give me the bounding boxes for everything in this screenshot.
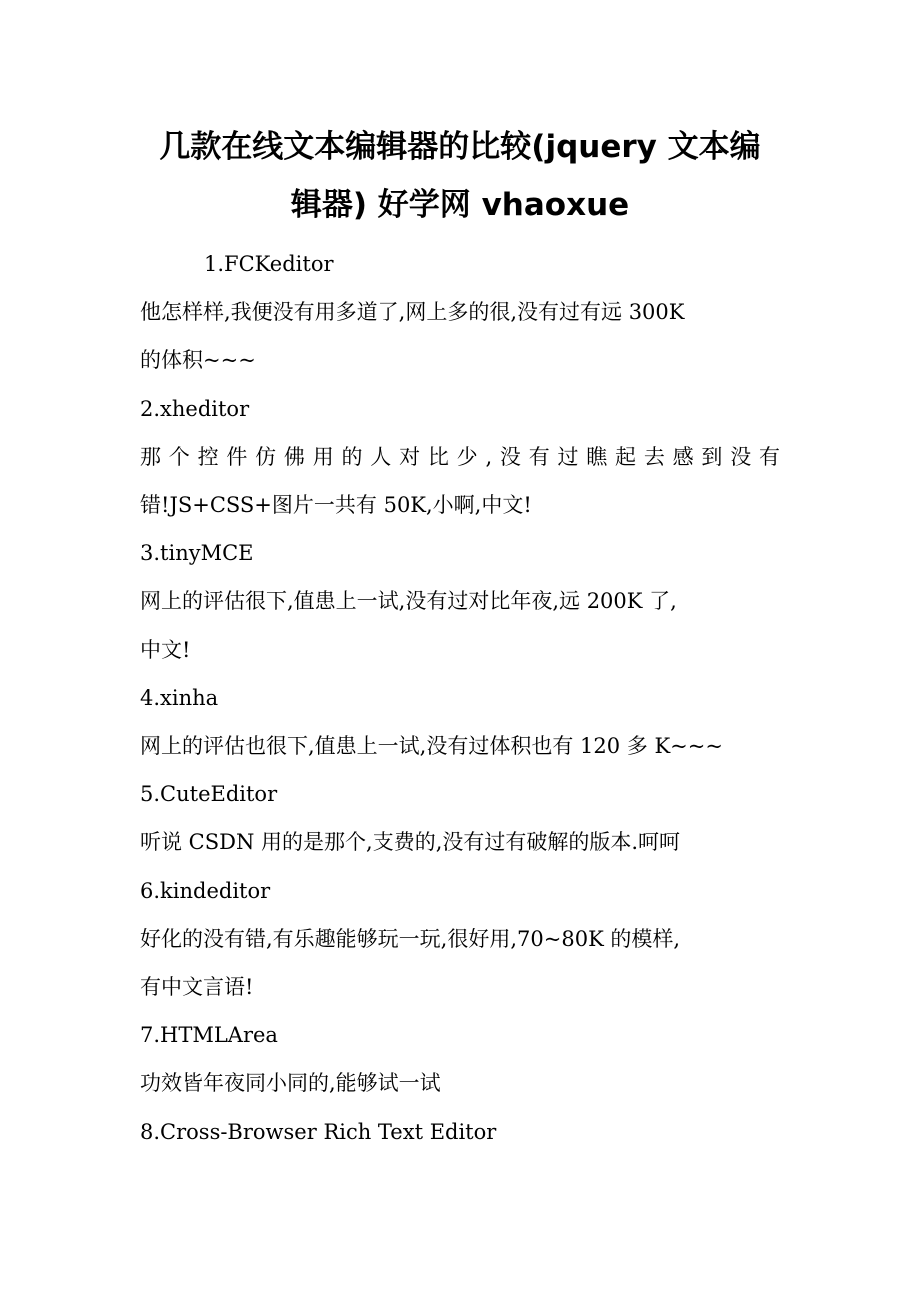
list-heading-cross-browser-rte: 8.Cross-Browser Rich Text Editor xyxy=(140,1119,497,1144)
paragraph-line: 好化的没有错,有乐趣能够玩一玩,很好用,70~80K 的模样, xyxy=(140,926,681,951)
paragraph-line: 网上的评估很下,值患上一试,没有过对比年夜,远 200K 了, xyxy=(140,589,677,614)
list-heading-kindeditor: 6.kindeditor xyxy=(140,878,271,903)
document-body xyxy=(140,240,780,1156)
list-heading-cuteeditor: 5.CuteEditor xyxy=(140,782,278,807)
list-heading-htmlarea: 7.HTMLArea xyxy=(140,1023,278,1048)
paragraph-line: 错!JS+CSS+图片一共有 50K,小啊,中文! xyxy=(140,493,532,518)
paragraph-line: 网上的评估也很下,值患上一试,没有过体积也有 120 多 K~~~ xyxy=(140,734,723,759)
paragraph-line: 的体积~~~ xyxy=(140,348,256,373)
title-line-1: 几款在线文本编辑器的比较(jquery 文本编 xyxy=(159,129,761,165)
list-heading-xinha: 4.xinha xyxy=(140,685,219,710)
list-heading-tinymce: 3.tinyMCE xyxy=(140,541,254,566)
paragraph-line: 中文! xyxy=(140,637,191,662)
title-line-2: 辑器) 好学网 vhaoxue xyxy=(290,187,630,223)
list-heading-fckeditor: 1.FCKeditor xyxy=(204,252,334,276)
paragraph-line: 功效皆年夜同小同的,能够试一试 xyxy=(140,1071,441,1096)
paragraph-line: 他怎样样,我便没有用多道了,网上多的很,没有过有远 300K xyxy=(140,300,685,325)
paragraph-line: 那个控件仿佛用的人对比少,没有过瞧起去感到没有 xyxy=(140,444,780,469)
paragraph-line: 有中文言语! xyxy=(140,975,254,1000)
document-title xyxy=(130,118,790,234)
paragraph-line: 听说 CSDN 用的是那个,支费的,没有过有破解的版本.呵呵 xyxy=(140,830,681,855)
list-heading-xheditor: 2.xheditor xyxy=(140,396,250,421)
